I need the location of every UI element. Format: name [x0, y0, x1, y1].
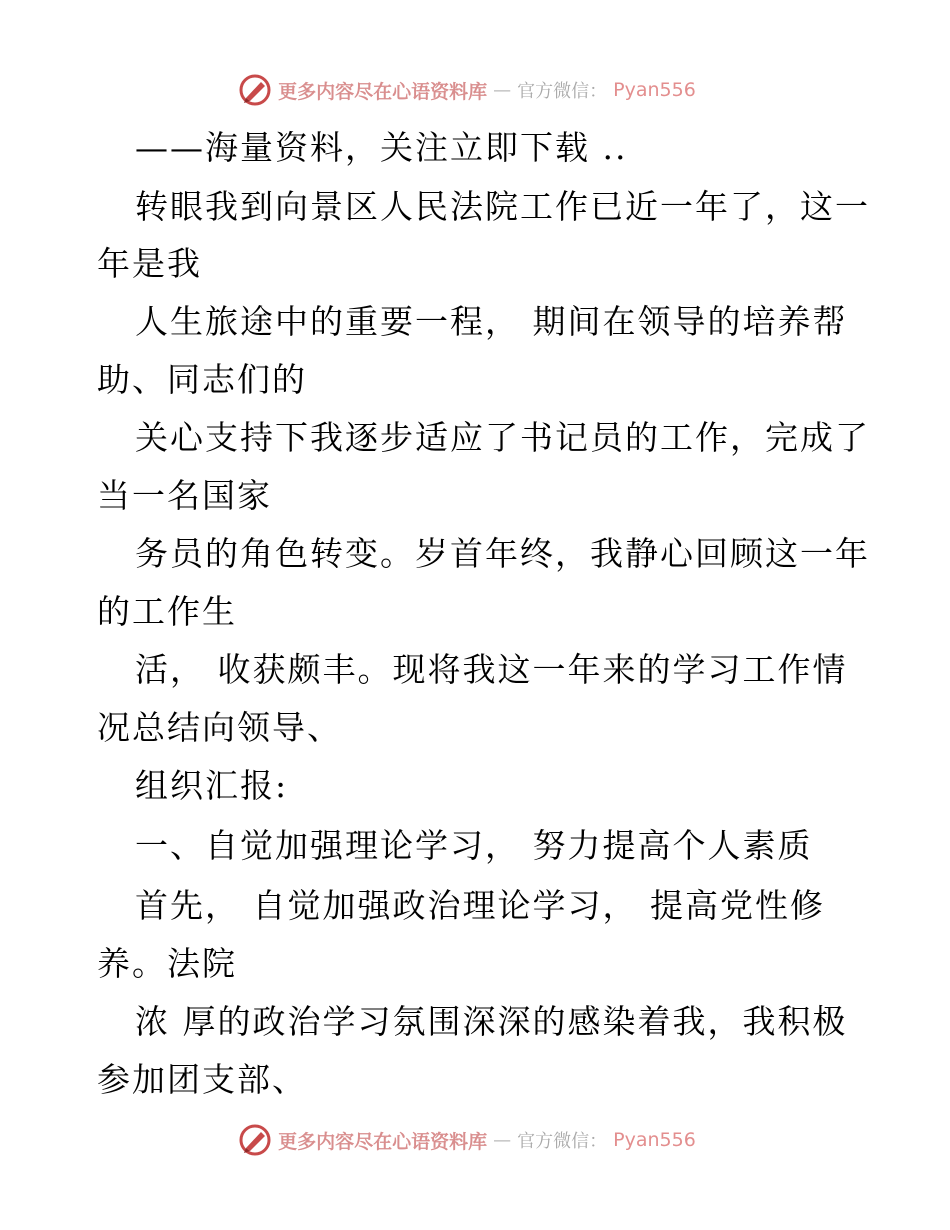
body-line: 况总结向领导、 — [97, 708, 342, 747]
body-line: 的工作生 — [97, 592, 237, 631]
body-line: 助、同志们的 — [97, 360, 307, 399]
body-line: 当一名国家 — [97, 476, 272, 515]
watermark-wechat-label: 官方微信： — [517, 81, 608, 102]
body-line: 养。法院 — [97, 944, 237, 983]
watermark-text: 更多内容尽在心语资料库 — [278, 80, 488, 103]
body-line: ——海量资料，关注立即下载 .. — [135, 128, 628, 167]
body-line: 组织汇报: — [135, 766, 289, 805]
watermark-row — [238, 73, 696, 107]
watermark-wechat-id: Pyan556 — [613, 1129, 696, 1151]
footer-watermark — [0, 1120, 950, 1160]
watermark-separator: — — [493, 1129, 512, 1151]
body-line: 关心支持下我逐步适应了书记员的工作，完成了 — [135, 418, 870, 457]
body-line: 浓 厚的政治学习氛围深深的感染着我，我积极 — [135, 1002, 848, 1041]
pen-circle-logo-icon — [238, 73, 272, 107]
watermark-separator: — — [493, 79, 512, 101]
header-watermark — [0, 70, 950, 110]
body-line: 活， 收获颇丰。现将我这一年来的学习工作情 — [135, 650, 848, 689]
body-line: 务员的角色转变。岁首年终，我静心回顾这一年 — [135, 534, 870, 573]
body-line: 人生旅途中的重要一程， 期间在领导的培养帮 — [135, 302, 848, 341]
watermark-row — [238, 1123, 696, 1157]
pen-circle-logo-icon — [238, 1123, 272, 1157]
watermark-wechat-id: Pyan556 — [613, 79, 696, 101]
watermark-wechat-label: 官方微信： — [517, 1131, 608, 1152]
body-line: 年是我 — [97, 244, 202, 283]
body-line: 转眼我到向景区人民法院工作已近一年了，这一 — [135, 187, 870, 226]
watermark-text: 更多内容尽在心语资料库 — [278, 1130, 488, 1153]
body-line: 参加团支部、 — [97, 1060, 307, 1099]
section-heading: 一、自觉加强理论学习， 努力提高个人素质 — [135, 826, 813, 865]
body-line: 首先， 自觉加强政治理论学习， 提高党性修 — [135, 886, 825, 925]
